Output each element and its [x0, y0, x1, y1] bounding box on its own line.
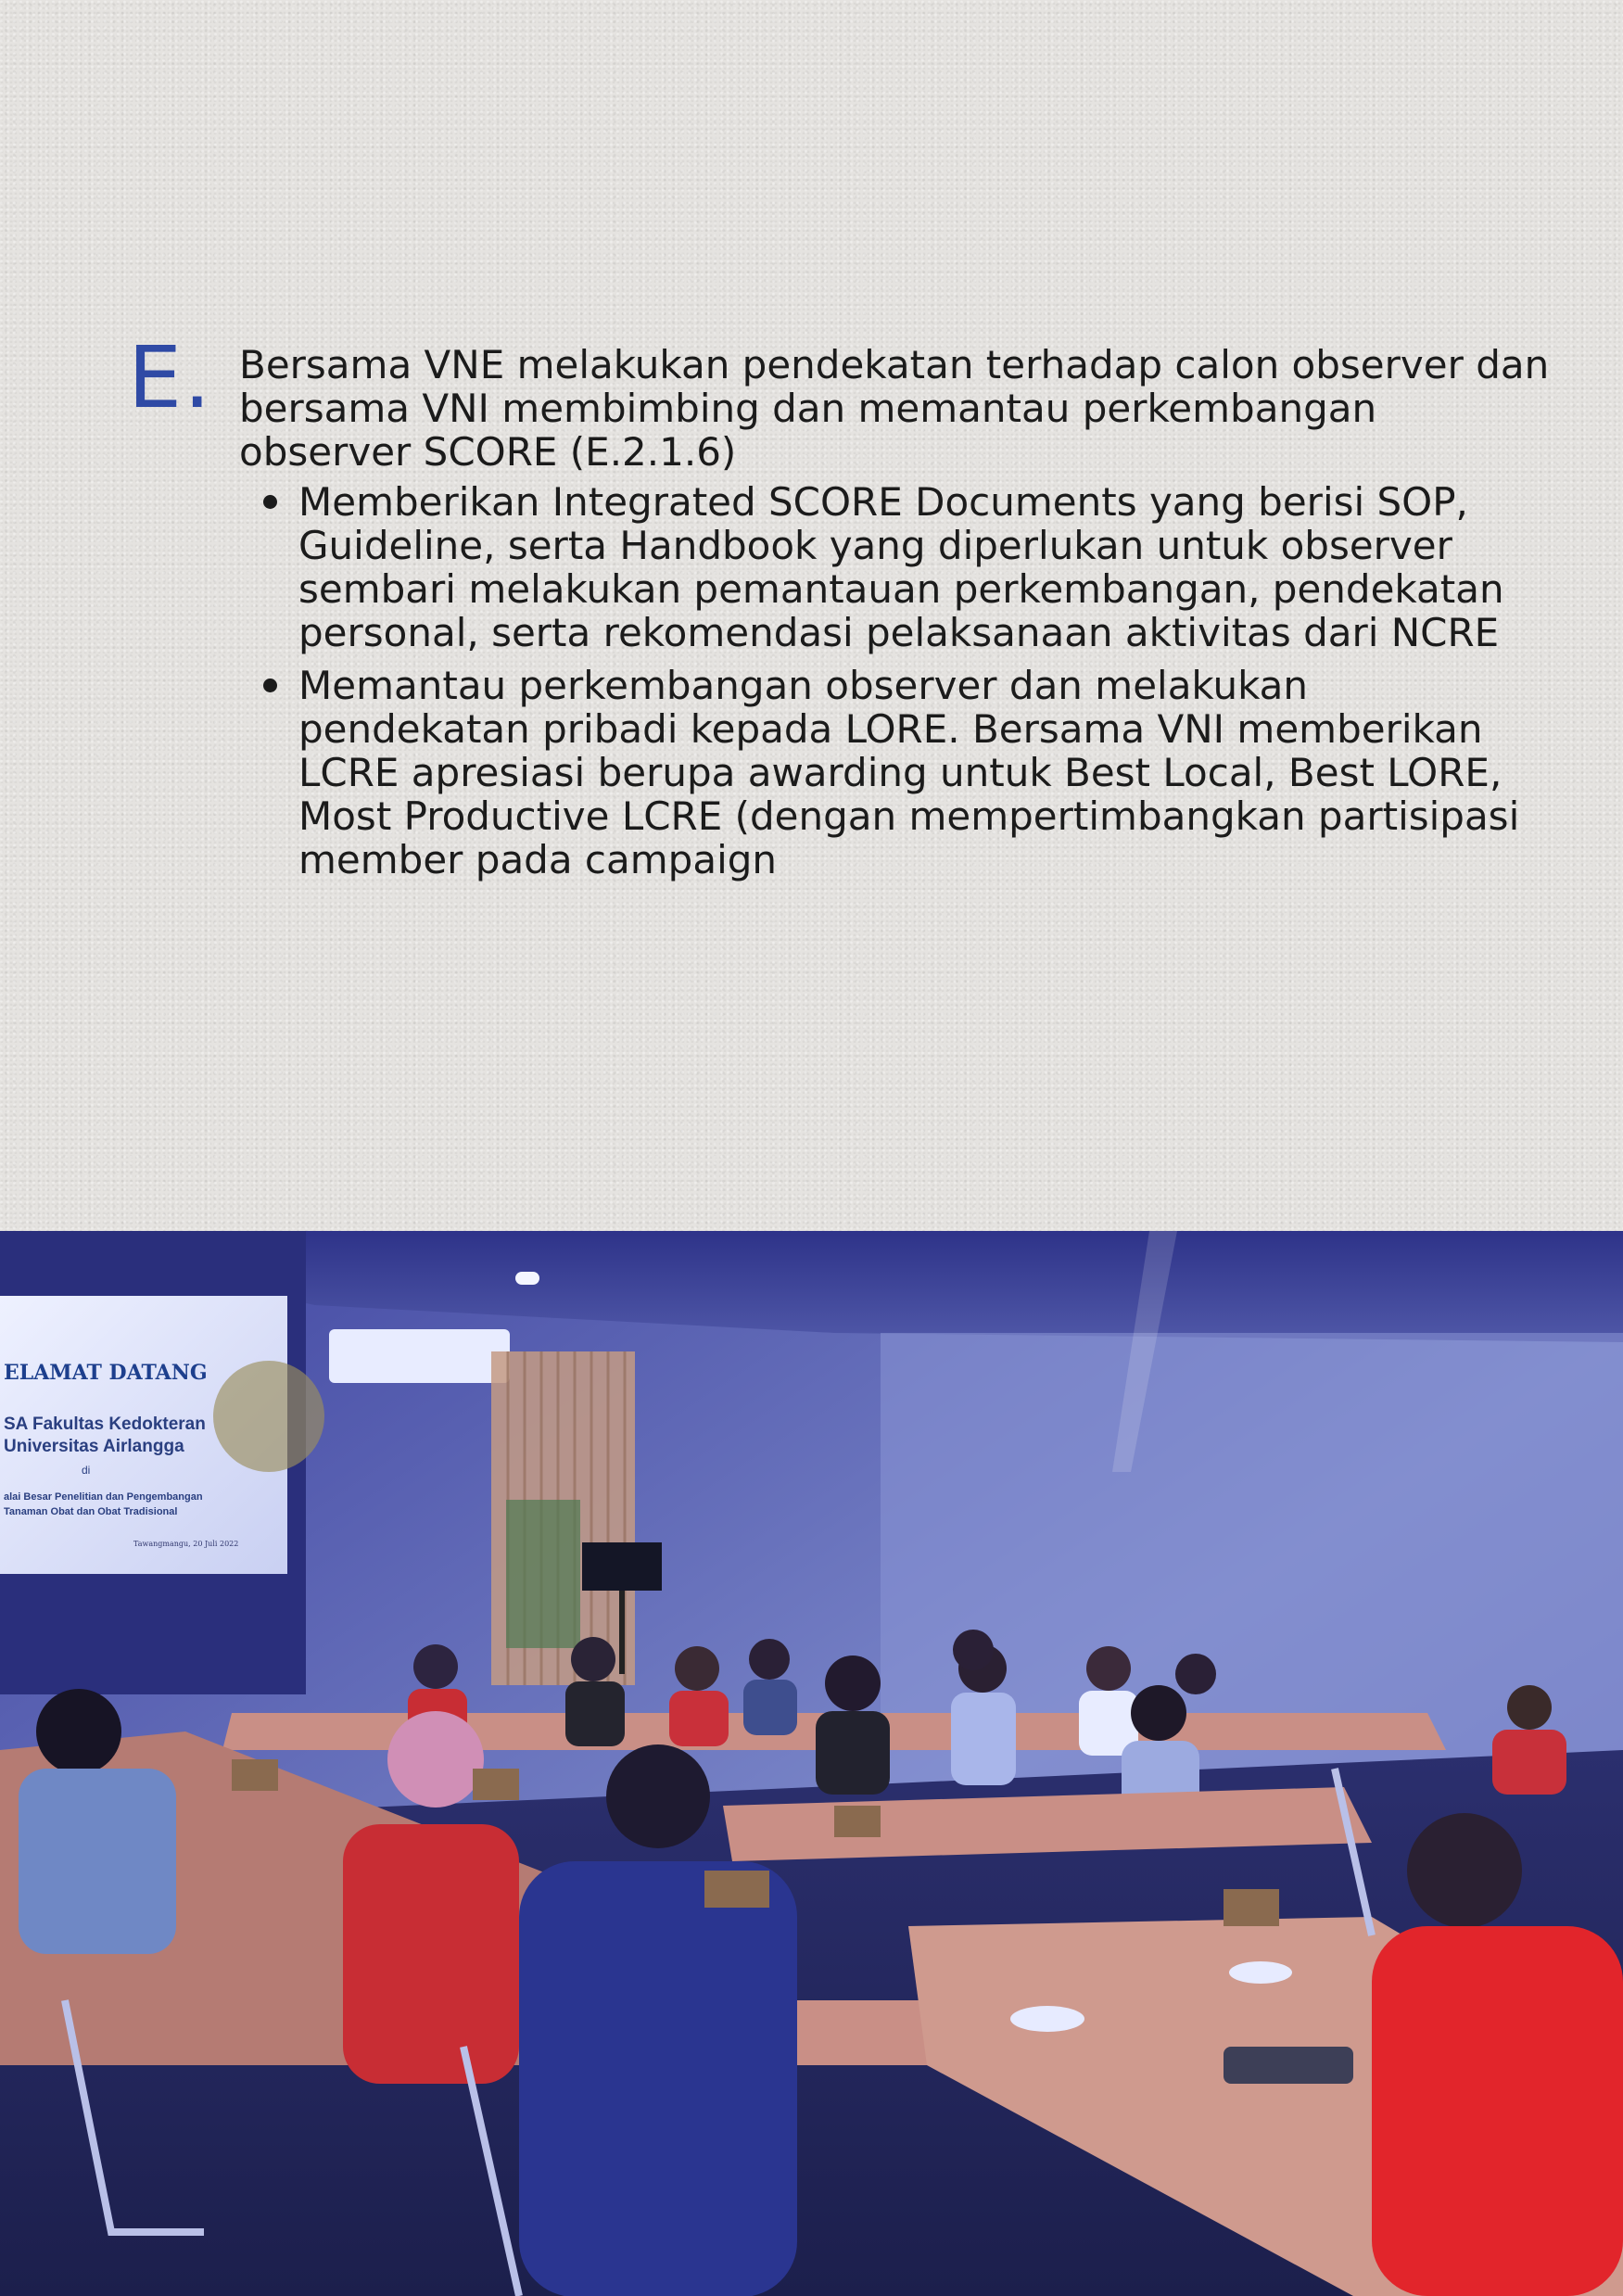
slide-line-7: Tawangmangu, 20 Juli 2022: [133, 1540, 239, 1548]
air-conditioner: [329, 1329, 510, 1383]
bullet-text: Memantau perkembangan observer dan melakukan pendekatan pribadi kepada LORE. Bersama VNI memberikan LCRE apresiasi berupa awarding untuk Best Local, Best LORE, Most Productive LCRE (dengan mempertimbangkan partisipasi member pada campaign: [298, 663, 1520, 882]
list-item: [260, 664, 1539, 882]
tv-stand: [619, 1591, 625, 1674]
slide-line-1: ELAMAT DATANG: [4, 1361, 208, 1385]
screen-decoration: [213, 1361, 324, 1472]
slide-line-2: SA Fakultas Kedokteran: [4, 1414, 206, 1434]
window-plants: [506, 1500, 580, 1648]
meeting-photo-illustration: [0, 1231, 1623, 2296]
bullet-list: [260, 480, 1539, 891]
bullet-icon: [263, 679, 277, 692]
section-heading: Bersama VNE melakukan pendekatan terhadap calon observer dan bersama VNI membimbing dan memantau perkembangan observer SCORE (E.2.1.6): [239, 342, 1550, 475]
tv-monitor: [582, 1542, 662, 1591]
slide-line-4: di: [82, 1464, 91, 1477]
meeting-photo: [0, 1231, 1623, 2296]
slide-line-3: Universitas Airlangga: [4, 1437, 184, 1456]
bullet-text: Memberikan Integrated SCORE Documents yang berisi SOP, Guideline, serta Handbook yang diperlukan untuk observer sembari melakukan pemantauan perkembangan, pendekatan personal, serta rekomendasi pelaksanaan aktivitas dari NCRE: [298, 479, 1504, 655]
slide-line-6: Tanaman Obat dan Obat Tradisional: [4, 1506, 178, 1517]
slide-line-5: alai Besar Penelitian dan Pengembangan: [4, 1491, 203, 1503]
list-item: [260, 480, 1539, 654]
bullet-icon: [263, 495, 277, 509]
section-letter: E.: [128, 328, 213, 427]
light: [515, 1272, 539, 1285]
